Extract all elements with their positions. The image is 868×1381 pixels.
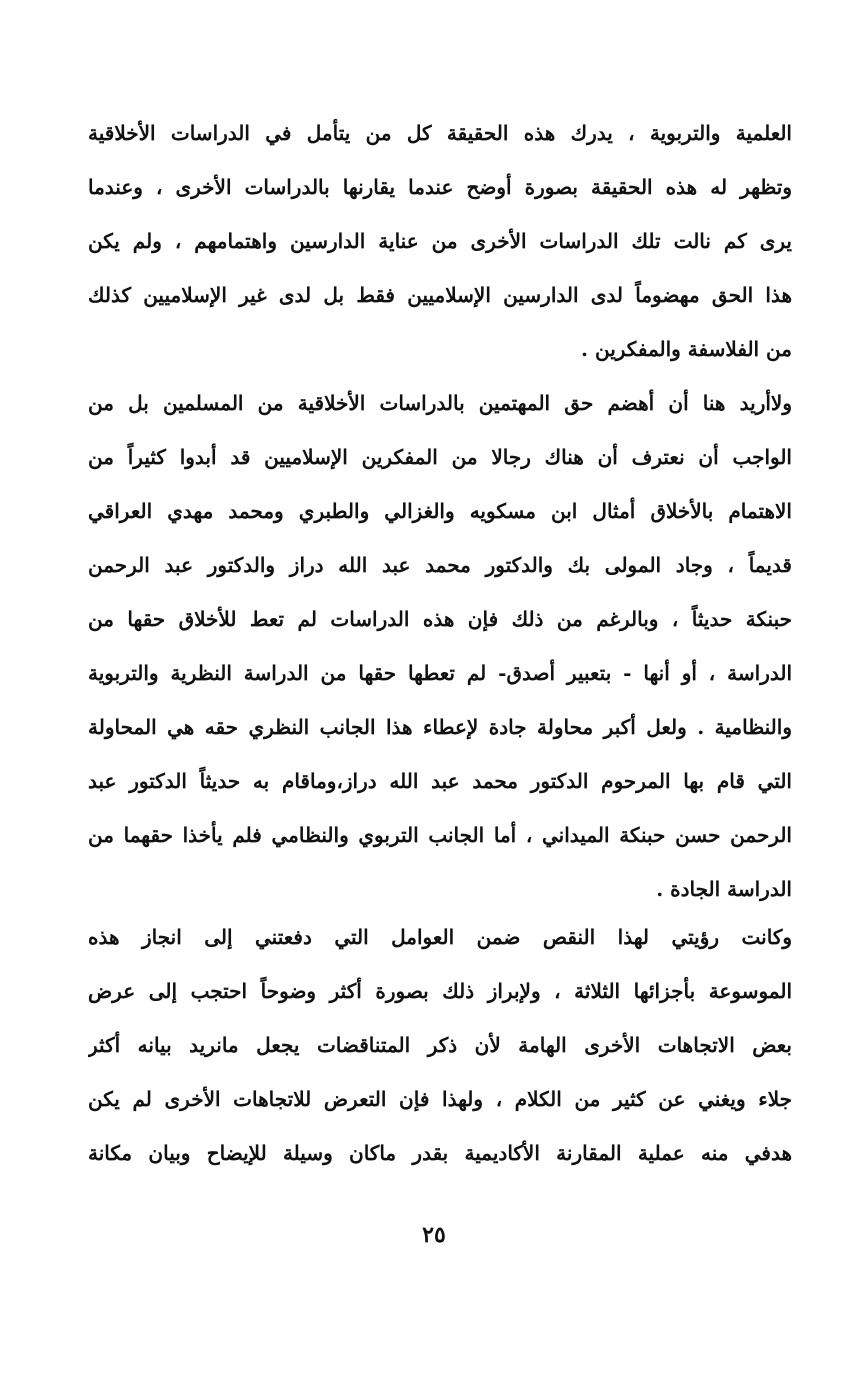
text-line: حبنكة حديثاً ، وبالرغم من ذلك فإن هذه الدراسات لم تعط للأخلاق حقها من bbox=[88, 607, 792, 631]
text-line: الدراسة ، أو أنها - بتعبير أصدق- لم تعطها حقها من الدراسة النظرية والتربوية bbox=[88, 661, 792, 685]
text-line: هذا الحق مهضوماً لدى الدارسين الإسلاميين فقط بل لدى غير الإسلاميين كذلك bbox=[88, 283, 792, 307]
text-line: والنظامية . ولعل أكبر محاولة جادة لإعطاء هذا الجانب النظري حقه هي المحاولة bbox=[88, 715, 792, 739]
paragraph-2 bbox=[88, 376, 792, 916]
text-line: الاهتمام بالأخلاق أمثال ابن مسكويه والغزالي والطبري ومحمد مهدي العراقي bbox=[88, 499, 792, 523]
text-line: الواجب أن نعترف أن هناك رجالا من المفكرين الإسلاميين قد أبدوا كثيراً من bbox=[88, 445, 792, 469]
paragraph-3 bbox=[88, 910, 792, 1180]
text-line: الموسوعة بأجزائها الثلاثة ، ولإبراز ذلك بصورة أكثر وضوحاً احتجب إلى عرض bbox=[88, 979, 792, 1003]
text-line: ولاأريد هنا أن أهضم حق المهتمين بالدراسات الأخلاقية من المسلمين بل من bbox=[88, 391, 792, 415]
text-line: بعض الاتجاهات الأخرى الهامة لأن ذكر المتناقضات يجعل مانريد بيانه أكثر bbox=[88, 1033, 792, 1057]
text-line: الدراسة الجادة . bbox=[656, 877, 792, 901]
text-line: من الفلاسفة والمفكرين . bbox=[581, 337, 792, 361]
page-number: ٢٥ bbox=[422, 1222, 446, 1248]
text-line: وتظهر له هذه الحقيقة بصورة أوضح عندما يقارنها بالدراسات الأخرى ، وعندما bbox=[88, 175, 792, 199]
text-line: الرحمن حسن حبنكة الميداني ، أما الجانب التربوي والنظامي فلم يأخذا حقهما من bbox=[88, 823, 792, 847]
text-line: هدفي منه عملية المقارنة الأكاديمية بقدر ماكان وسيلة للإيضاح وبيان مكانة bbox=[88, 1141, 792, 1165]
paragraph-1 bbox=[88, 106, 792, 376]
text-line: جلاء ويغني عن كثير من الكلام ، ولهذا فإن التعرض للاتجاهات الأخرى لم يكن bbox=[88, 1087, 792, 1111]
text-line: قديماً ، وجاد المولى بك والدكتور محمد عبد الله دراز والدكتور عبد الرحمن bbox=[88, 553, 792, 577]
text-line: التي قام بها المرحوم الدكتور محمد عبد الله دراز،وماقام به حديثاً الدكتور عبد bbox=[88, 769, 792, 793]
text-line: وكانت رؤيتي لهذا النقص ضمن العوامل التي دفعتني إلى انجاز هذه bbox=[88, 925, 792, 949]
text-line: العلمية والتربوية ، يدرك هذه الحقيقة كل من يتأمل في الدراسات الأخلاقية bbox=[88, 121, 792, 145]
text-line: يرى كم نالت تلك الدراسات الأخرى من عناية الدارسين واهتمامهم ، ولم يكن bbox=[88, 229, 792, 253]
